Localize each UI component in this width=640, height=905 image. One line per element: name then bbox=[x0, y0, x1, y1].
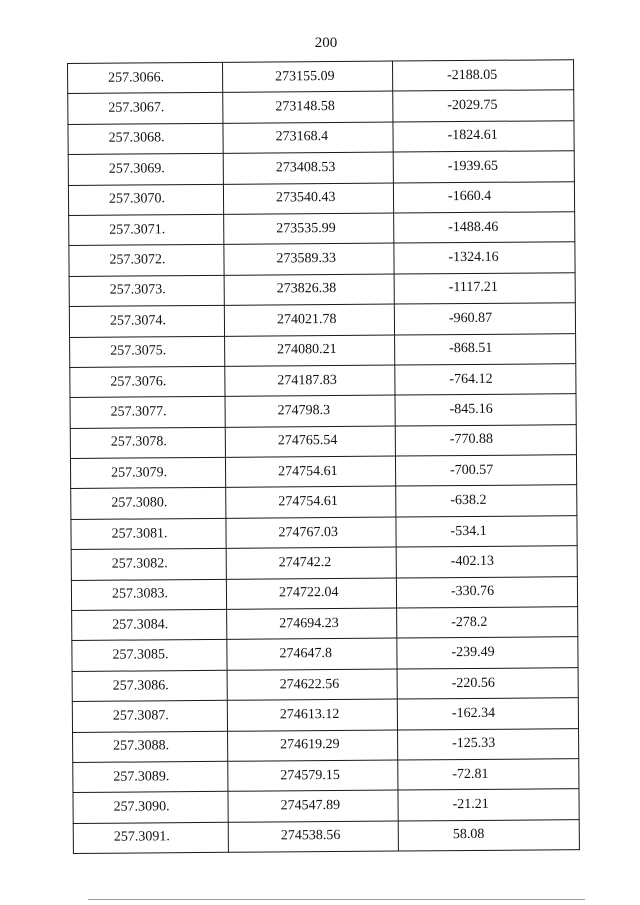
table-cell-col3: -1117.21 bbox=[394, 272, 575, 304]
table-row bbox=[68, 120, 574, 154]
table-row bbox=[70, 364, 576, 398]
table-row bbox=[72, 637, 578, 671]
table-cell-col1: 257.3086. bbox=[72, 670, 227, 702]
table-row bbox=[70, 333, 576, 367]
table-cell-col3: -330.76 bbox=[396, 576, 577, 608]
table-row bbox=[73, 819, 579, 853]
table-cell-col3: -534.1 bbox=[396, 516, 577, 548]
page-number: 200 bbox=[314, 35, 338, 51]
table-cell-col2: 274647.8 bbox=[227, 638, 397, 670]
table-row bbox=[72, 698, 578, 732]
table-cell-col1: 257.3068. bbox=[68, 123, 223, 155]
table-cell-col3: -700.57 bbox=[395, 455, 576, 487]
table-cell-col2: 274579.15 bbox=[228, 760, 398, 792]
table-row bbox=[70, 455, 576, 489]
table-cell-col3: -770.88 bbox=[395, 424, 576, 456]
table-cell-col2: 274754.61 bbox=[225, 456, 395, 488]
table-cell-col2: 274538.56 bbox=[228, 821, 398, 853]
table-row bbox=[71, 546, 577, 580]
table-row bbox=[70, 424, 576, 458]
table-cell-col3: -764.12 bbox=[395, 364, 576, 396]
table-cell-col2: 273408.53 bbox=[223, 152, 393, 184]
table-cell-col1: 257.3078. bbox=[70, 427, 225, 459]
table-row bbox=[73, 789, 579, 823]
table-cell-col2: 274694.23 bbox=[227, 608, 397, 640]
table-cell-col1: 257.3082. bbox=[71, 549, 226, 581]
table-cell-col3: -1939.65 bbox=[393, 151, 574, 183]
table-cell-col2: 273155.09 bbox=[222, 61, 392, 93]
table-cell-col2: 274765.54 bbox=[225, 426, 395, 458]
table-cell-col2: 274767.03 bbox=[226, 517, 396, 549]
table-row bbox=[71, 485, 577, 519]
table-cell-col3: -1824.61 bbox=[393, 120, 574, 152]
table-cell-col1: 257.3089. bbox=[73, 761, 228, 793]
table-cell-col1: 257.3081. bbox=[71, 518, 226, 550]
table-row bbox=[72, 667, 578, 701]
table-cell-col2: 274754.61 bbox=[226, 487, 396, 519]
table-cell-col2: 274619.29 bbox=[228, 730, 398, 762]
table-cell-col1: 257.3067. bbox=[68, 93, 223, 125]
table-cell-col2: 274021.78 bbox=[224, 304, 394, 336]
table-cell-col1: 257.3079. bbox=[70, 457, 225, 489]
table-row bbox=[73, 759, 579, 793]
table-cell-col1: 257.3070. bbox=[68, 184, 223, 216]
table-cell-col3: -638.2 bbox=[396, 485, 577, 517]
table-cell-col1: 257.3080. bbox=[71, 488, 226, 520]
table-row bbox=[72, 607, 578, 641]
table-cell-col2: 273540.43 bbox=[223, 183, 393, 215]
table-cell-col3: -21.21 bbox=[398, 789, 579, 821]
table-cell-col1: 257.3090. bbox=[73, 792, 228, 824]
table-cell-col3: -845.16 bbox=[395, 394, 576, 426]
table-cell-col1: 257.3084. bbox=[72, 609, 227, 641]
table-cell-col1: 257.3077. bbox=[70, 397, 225, 429]
table-cell-col3: -220.56 bbox=[397, 667, 578, 699]
table-cell-col3: -278.2 bbox=[397, 607, 578, 639]
table-cell-col2: 274613.12 bbox=[227, 699, 397, 731]
table-cell-col2: 274547.89 bbox=[228, 790, 398, 822]
table-row bbox=[68, 60, 574, 94]
table-cell-col1: 257.3072. bbox=[69, 245, 224, 277]
table-cell-col2: 273589.33 bbox=[224, 243, 394, 275]
table-cell-col1: 257.3073. bbox=[69, 275, 224, 307]
table-cell-col2: 274798.3 bbox=[225, 395, 395, 427]
table-cell-col1: 257.3088. bbox=[73, 731, 228, 763]
table-cell-col3: -2029.75 bbox=[393, 90, 574, 122]
table-cell-col2: 273826.38 bbox=[224, 274, 394, 306]
table-cell-col1: 257.3069. bbox=[68, 154, 223, 186]
table-row bbox=[68, 181, 574, 215]
table-cell-col1: 257.3085. bbox=[72, 640, 227, 672]
table-cell-col3: -960.87 bbox=[394, 303, 575, 335]
table-row bbox=[71, 516, 577, 550]
table-row bbox=[68, 90, 574, 124]
table-cell-col3: -162.34 bbox=[397, 698, 578, 730]
scan-edge-line bbox=[88, 899, 585, 900]
table-row bbox=[69, 242, 575, 276]
table-row bbox=[69, 212, 575, 246]
table-cell-col1: 257.3075. bbox=[70, 336, 225, 368]
table-cell-col3: -1660.4 bbox=[393, 181, 574, 213]
table-cell-col2: 274722.04 bbox=[226, 578, 396, 610]
table-cell-col3: -72.81 bbox=[398, 759, 579, 791]
data-table bbox=[67, 59, 580, 854]
table-cell-col2: 274742.2 bbox=[226, 547, 396, 579]
table-cell-col2: 273535.99 bbox=[224, 213, 394, 245]
table-cell-col1: 257.3066. bbox=[68, 62, 223, 94]
table-body bbox=[68, 60, 580, 854]
table-cell-col3: -868.51 bbox=[395, 333, 576, 365]
table-row bbox=[68, 151, 574, 185]
table-cell-col2: 273168.4 bbox=[223, 122, 393, 154]
table-cell-col1: 257.3083. bbox=[71, 579, 226, 611]
table-cell-col2: 273148.58 bbox=[223, 91, 393, 123]
table-cell-col1: 257.3076. bbox=[70, 366, 225, 398]
table-cell-col1: 257.3071. bbox=[69, 214, 224, 246]
table-cell-col3: 58.08 bbox=[398, 819, 579, 851]
table-cell-col3: -125.33 bbox=[398, 728, 579, 760]
table-cell-col2: 274187.83 bbox=[225, 365, 395, 397]
table-row bbox=[69, 303, 575, 337]
table-cell-col3: -239.49 bbox=[397, 637, 578, 669]
table-cell-col2: 274080.21 bbox=[225, 335, 395, 367]
table-cell-col3: -402.13 bbox=[396, 546, 577, 578]
table-row bbox=[73, 728, 579, 762]
table-row bbox=[69, 272, 575, 306]
table-cell-col1: 257.3091. bbox=[73, 822, 228, 854]
table-cell-col1: 257.3087. bbox=[72, 701, 227, 733]
table-cell-col3: -2188.05 bbox=[392, 60, 573, 92]
table-cell-col3: -1488.46 bbox=[394, 212, 575, 244]
table-row bbox=[70, 394, 576, 428]
table-row bbox=[71, 576, 577, 610]
table-cell-col1: 257.3074. bbox=[69, 305, 224, 337]
table-cell-col2: 274622.56 bbox=[227, 669, 397, 701]
table-cell-col3: -1324.16 bbox=[394, 242, 575, 274]
